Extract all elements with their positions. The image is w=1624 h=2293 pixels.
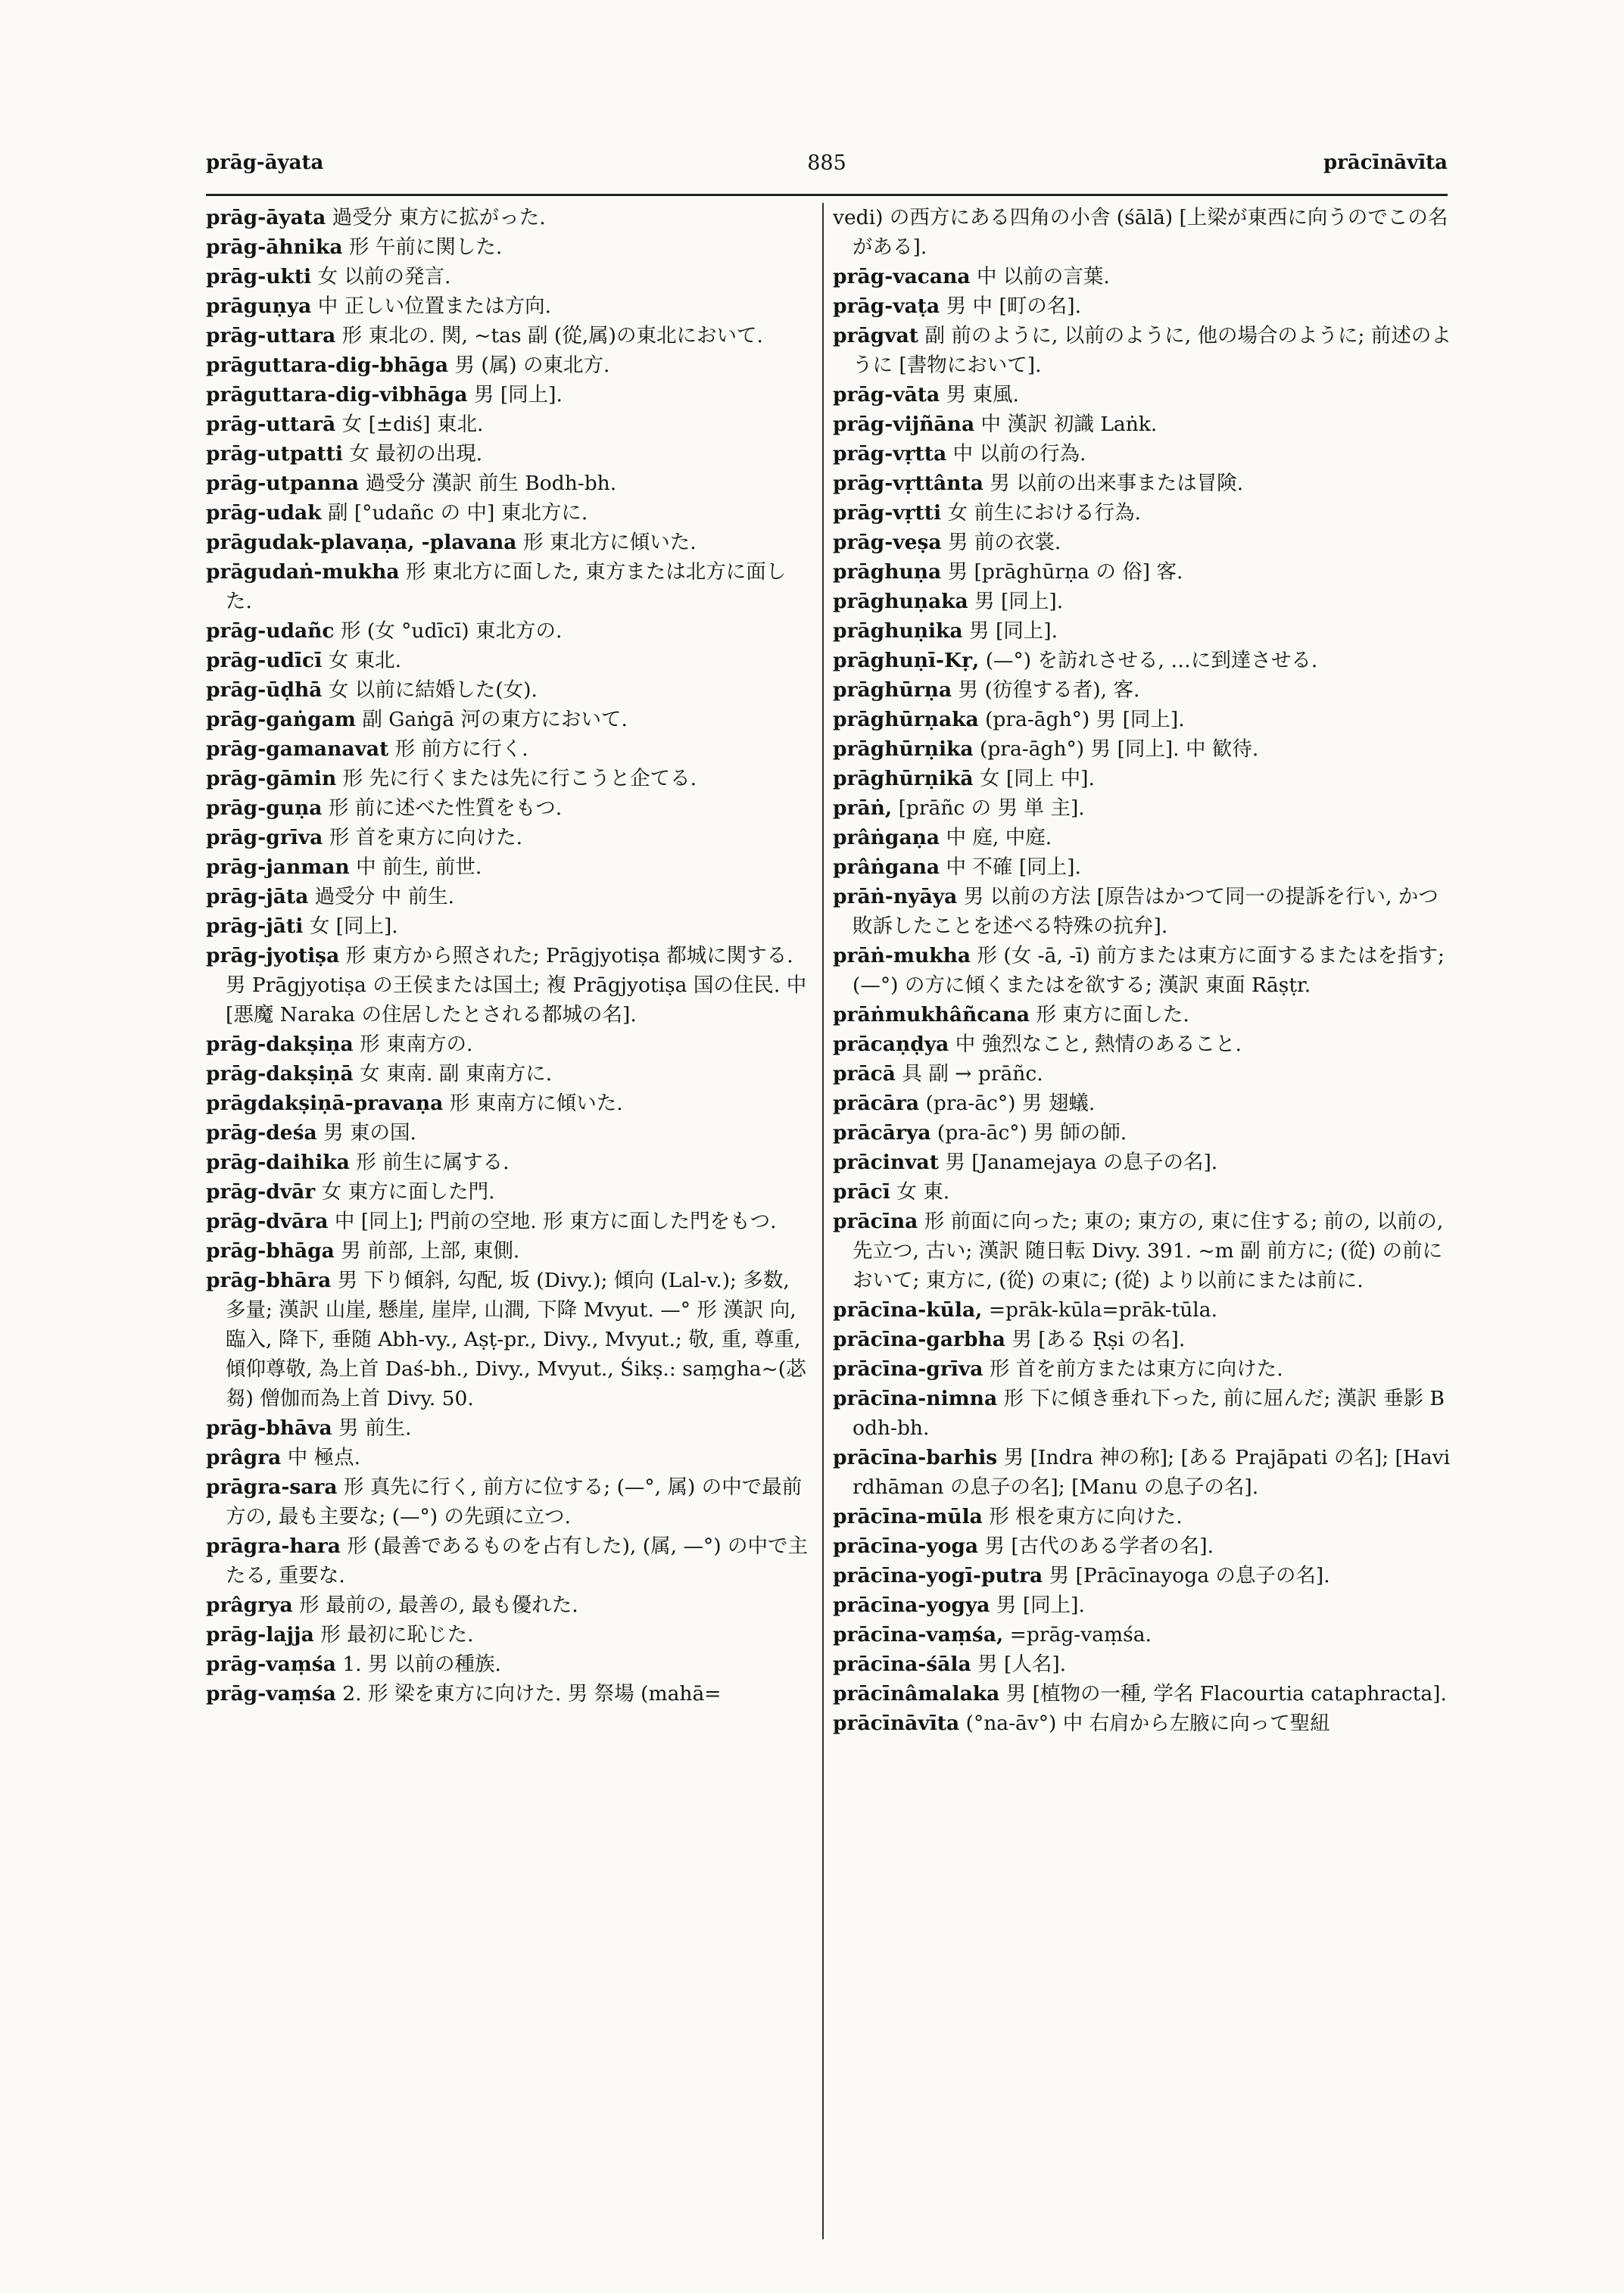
dictionary-entry	[833, 1709, 1452, 1738]
dictionary-entry	[833, 587, 1452, 616]
headword: prācīna-grīva	[833, 1357, 983, 1381]
definition: 男 以前の出来事または冒険.	[983, 472, 1244, 495]
page-number: 885	[807, 151, 846, 175]
headword: prāg-dvār	[206, 1180, 316, 1204]
dictionary-entry	[833, 1354, 1452, 1384]
dictionary-entry	[206, 1531, 812, 1590]
headword: prāguttara-dig-bhāga	[206, 354, 449, 377]
definition: 女 [同上 中].	[973, 767, 1095, 790]
dictionary-entry	[833, 1502, 1452, 1531]
headword: prācīna-yogya	[833, 1594, 990, 1617]
headword: prāghuṇa	[833, 560, 942, 584]
definition: 男 [prāghūrṇa の 俗] 客.	[941, 560, 1183, 584]
headword: prāgra-hara	[206, 1534, 341, 1558]
dictionary-entry	[206, 1590, 812, 1620]
headword: prāg-vṛtta	[833, 442, 947, 466]
headword: prāṅmukhâñcana	[833, 1003, 1030, 1027]
dictionary-entry	[206, 528, 812, 557]
dictionary-entry	[206, 1472, 812, 1531]
dictionary-entry	[206, 380, 812, 410]
definition: 女 [同上].	[303, 914, 398, 938]
dictionary-entry	[206, 410, 812, 439]
dictionary-entry	[833, 1384, 1452, 1443]
dictionary-entry	[833, 1030, 1452, 1059]
headword: prācīna-vaṃśa,	[833, 1623, 1004, 1647]
headword: prāghuṇī-Kṛ,	[833, 649, 980, 672]
headword: prāg-vaṃśa	[206, 1682, 336, 1706]
definition: 中 以前の行為.	[946, 442, 1086, 466]
headword: prācī	[833, 1180, 890, 1204]
headword: prāg-uttara	[206, 324, 336, 347]
dictionary-entry	[833, 882, 1452, 941]
definition: 中 正しい位置または方向.	[311, 294, 552, 318]
dictionary-entry	[206, 1443, 812, 1472]
headword: prācīna-śāla	[833, 1653, 971, 1676]
headword: prāg-udak	[206, 501, 322, 525]
headword: prāg-vāta	[833, 383, 940, 407]
definition: 形 首を前方または東方に向けた.	[983, 1357, 1283, 1381]
dictionary-entry	[833, 1590, 1452, 1620]
dictionary-entry	[833, 1531, 1452, 1561]
definition: 男 前生.	[332, 1416, 412, 1440]
dictionary-entry	[206, 675, 812, 705]
headword: prāghūrṇika	[833, 737, 974, 761]
dictionary-entry	[833, 528, 1452, 557]
definition: 女 [±diś] 東北.	[335, 413, 484, 436]
column-divider	[822, 203, 824, 2239]
dictionary-entry	[206, 1679, 812, 1709]
dictionary-entry	[206, 1118, 812, 1148]
definition: 形 前生に属する.	[349, 1151, 510, 1174]
definition: 形 最前の, 最善の, 最も優れた.	[292, 1594, 578, 1617]
headword: prāg-vṛtti	[833, 501, 942, 525]
headword: prāṅ-nyāya	[833, 885, 958, 908]
headword: prāgudak-plavaṇa, -plavana	[206, 531, 517, 554]
dictionary-entry	[206, 852, 812, 882]
dictionary-entry	[833, 675, 1452, 705]
headword: prāg-lajja	[206, 1623, 314, 1647]
dictionary-entry	[206, 793, 812, 823]
definition: 形 東北方に面した, 東方または北方に面した.	[226, 560, 787, 613]
dictionary-entry	[206, 498, 812, 528]
definition: 女 東北.	[322, 649, 402, 672]
definition: 形 (最善であるものを占有した), (属, —°) の中で主たる, 重要な.	[226, 1534, 808, 1587]
definition: 形 午前に関した.	[342, 235, 503, 259]
headword: prāṅ,	[833, 796, 893, 820]
definition: 男 以前の方法 [原告はかつて同一の提訴を行い, かつ敗訴したことを述べる特殊の抗弁].	[853, 885, 1439, 938]
dictionary-entry	[206, 1650, 812, 1679]
dictionary-entry	[206, 232, 812, 262]
headword: prācā	[833, 1062, 896, 1086]
dictionary-entry	[206, 1177, 812, 1207]
headword: prācīna	[833, 1210, 918, 1233]
headword: prāgra-sara	[206, 1475, 338, 1499]
dictionary-entry	[206, 469, 812, 498]
dictionary-entry	[833, 764, 1452, 793]
page-header	[206, 151, 1448, 186]
dictionary-entry	[206, 291, 812, 321]
headword: prāgdakṣiṇā-pravaṇa	[206, 1092, 444, 1115]
definition: 男 東の国.	[316, 1121, 416, 1145]
dictionary-entry	[206, 1236, 812, 1266]
dictionary-entry	[833, 1059, 1452, 1089]
headword: prācīna-kūla,	[833, 1298, 983, 1322]
definition: 形 東方から照された; Prāgjyotiṣa 都城に関する. 男 Prāgjyotiṣa の王侯または国土; 複 Prāgjyotiṣa 国の住民. 中 [悪魔 Naraka の住居したとされる都城の名].	[226, 944, 807, 1027]
header-rule	[206, 194, 1448, 196]
dictionary-entry	[833, 734, 1452, 764]
definition: 男 (属) の東北方.	[448, 354, 610, 377]
dictionary-entry	[833, 262, 1452, 291]
definition: (°na-āv°) 中 右肩から左腋に向って聖紐	[959, 1712, 1330, 1735]
headword: prāg-āyata	[206, 206, 326, 229]
headword: prāgudaṅ-mukha	[206, 560, 400, 584]
headword: prāg-udīcī	[206, 649, 323, 672]
headword: prācāra	[833, 1092, 920, 1115]
headword: prāg-ūḍhā	[206, 678, 323, 702]
dictionary-entry	[833, 1650, 1452, 1679]
definition: 男 前の衣裳.	[941, 531, 1061, 554]
dictionary-entry	[206, 262, 812, 291]
dictionary-entry	[833, 410, 1452, 439]
headword: prāg-bhāra	[206, 1269, 332, 1292]
definition: 形 前に述べた性質をもつ.	[322, 796, 563, 820]
definition: 副 Gaṅgā 河の東方において.	[355, 708, 628, 731]
dictionary-entry	[833, 1118, 1452, 1148]
dictionary-entry	[833, 1620, 1452, 1650]
headword: prâgrya	[206, 1594, 293, 1617]
dictionary-entry	[833, 1000, 1452, 1030]
dictionary-entry	[833, 498, 1452, 528]
definition: 男 [Prācīnayoga の息子の名].	[1043, 1564, 1330, 1587]
definition: 女 東南. 副 東南方に.	[353, 1062, 553, 1086]
dictionary-entry	[833, 1561, 1452, 1590]
headword: prāg-vijñāna	[833, 413, 975, 436]
definition: 中 不確 [同上].	[940, 855, 1081, 879]
left-guide-word: prāg-āyata	[206, 151, 324, 174]
headword: prāg-dakṣiṇā	[206, 1062, 354, 1086]
definition: 女 以前に結婚した(女).	[322, 678, 538, 702]
dictionary-entry	[206, 557, 812, 616]
headword: prāg-āhnika	[206, 235, 343, 259]
dictionary-entry	[206, 203, 812, 232]
headword: prāg-vaṃśa	[206, 1653, 336, 1676]
definition: 形 (女 °udīcī) 東北方の.	[334, 619, 563, 643]
dictionary-entry	[833, 1679, 1452, 1709]
headword: prāghuṇika	[833, 619, 963, 643]
definition: 中 漢訳 初識 Laṅk.	[974, 413, 1158, 436]
headword: prācīnāvīta	[833, 1712, 960, 1735]
headword: prâṅgana	[833, 855, 940, 879]
headword: prācīna-mūla	[833, 1505, 983, 1528]
definition: 形 東方に面した.	[1030, 1003, 1189, 1027]
dictionary-entry	[833, 321, 1452, 380]
definition: (pra-āgh°) 男 [同上].	[978, 708, 1185, 731]
definition: 過受分 東方に拡がった.	[326, 206, 546, 229]
headword: prācinvat	[833, 1151, 939, 1174]
dictionary-entry	[833, 1325, 1452, 1354]
dictionary-entry	[206, 1030, 812, 1059]
headword: prāg-bhāga	[206, 1239, 335, 1263]
definition: 2. 形 梁を東方に向けた. 男 祭場 (mahā=	[335, 1682, 722, 1706]
definition: 1. 男 以前の種族.	[335, 1653, 501, 1676]
definition: 女 前生における行為.	[941, 501, 1141, 525]
dictionary-entry	[833, 941, 1452, 1000]
definition: 男 [Janamejaya の息子の名].	[938, 1151, 1218, 1174]
headword: prâṅgaṇa	[833, 826, 940, 849]
dictionary-entry	[833, 1089, 1452, 1118]
definition: (pra-āc°) 男 師の師.	[930, 1121, 1127, 1145]
dictionary-entry	[833, 1295, 1452, 1325]
definition: 男 前部, 上部, 東側.	[334, 1239, 520, 1263]
headword: prāg-gaṅgam	[206, 708, 356, 731]
definition: 副 前のように, 以前のように, 他の場合のように; 前述のように [書物において].	[853, 324, 1451, 377]
definition: 形 前面に向った; 東の; 東方の, 東に住する; 前の, 以前の, 先立つ, 古い; 漢訳 随日転 Divy. 391. ~m 副 前方に; (從) の前において; 東方に, (從) の東に; (從) より以前にまたは前に.	[853, 1210, 1444, 1292]
headword: prāg-vaṭa	[833, 294, 940, 318]
definition: 過受分 漢訳 前生 Bodh-bh.	[359, 472, 617, 495]
dictionary-entry	[206, 911, 812, 941]
definition: vedi) の西方にある四角の小舎 (śālā) [上梁が東西に向うのでこの名がある].	[833, 206, 1448, 259]
definition: 男 [同上].	[467, 383, 563, 407]
dictionary-entry	[206, 764, 812, 793]
definition: 男 中 [町の名].	[940, 294, 1082, 318]
headword: prāg-uttarā	[206, 413, 336, 436]
dictionary-entry	[206, 1207, 812, 1236]
dictionary-entry	[206, 1413, 812, 1443]
headword: prāg-grīva	[206, 826, 323, 849]
definition: 男 [Indra 神の称]; [ある Prajāpati の名]; [Havirdhāman の息子の名]; [Manu の息子の名].	[853, 1446, 1451, 1499]
dictionary-entry	[833, 793, 1452, 823]
definition: 形 東南方に傾いた.	[443, 1092, 623, 1115]
definition: 形 最初に恥じた.	[313, 1623, 474, 1647]
definition: 具 副 → prāñc.	[895, 1062, 1043, 1086]
definition: 男 [人名].	[971, 1653, 1067, 1676]
dictionary-entry	[206, 1148, 812, 1177]
definition: 男 [同上].	[962, 619, 1058, 643]
headword: prāg-vṛttânta	[833, 472, 983, 495]
headword: prāg-udañc	[206, 619, 335, 643]
headword: prācīna-yogī-putra	[833, 1564, 1043, 1587]
definition: 男 [植物の一種, 学名 Flacourtia cataphracta].	[999, 1682, 1447, 1706]
dictionary-entry	[206, 823, 812, 852]
headword: prāg-janman	[206, 855, 350, 879]
dictionary-entry	[206, 321, 812, 350]
headword: prācīna-garbha	[833, 1328, 1005, 1351]
headword: prāg-vacana	[833, 265, 971, 288]
dictionary-entry	[833, 705, 1452, 734]
headword: prāg-gāmin	[206, 767, 337, 790]
headword: prāg-gamanavat	[206, 737, 389, 761]
definition: =prāg-vaṃśa.	[1003, 1623, 1152, 1647]
headword: prāg-utpatti	[206, 442, 343, 466]
dictionary-entry	[206, 1266, 812, 1413]
definition: 形 先に行くまたは先に行こうと企てる.	[336, 767, 697, 790]
definition: 中 極点.	[281, 1446, 361, 1469]
dictionary-entry	[833, 852, 1452, 882]
definition: 過受分 中 前生.	[308, 885, 455, 908]
dictionary-entry	[833, 646, 1452, 675]
dictionary-entry	[206, 941, 812, 1030]
definition: 男 [同上].	[968, 590, 1064, 613]
dictionary-entry	[833, 1207, 1452, 1295]
dictionary-entry	[206, 439, 812, 469]
dictionary-entry	[833, 1177, 1452, 1207]
definition: 中 前生, 前世.	[349, 855, 482, 879]
dictionary-entry	[206, 882, 812, 911]
headword: prācīna-barhis	[833, 1446, 998, 1469]
definition: 男 東風.	[940, 383, 1019, 407]
dictionary-entry	[833, 1443, 1452, 1502]
headword: prāg-deśa	[206, 1121, 317, 1145]
headword: prācaṇḍya	[833, 1033, 949, 1056]
definition: =prāk-kūla=prāk-tūla.	[982, 1298, 1218, 1322]
dictionary-entry	[833, 557, 1452, 587]
definition: 形 首を東方に向けた.	[323, 826, 523, 849]
dictionary-entry	[833, 616, 1452, 646]
definition: 女 以前の発言.	[311, 265, 451, 288]
headword: prāg-veṣa	[833, 531, 942, 554]
definition: (—°) を訪れさせる, …に到達させる.	[979, 649, 1318, 672]
definition: 男 (彷徨する者), 客.	[952, 678, 1140, 702]
headword: prāg-dvāra	[206, 1210, 329, 1233]
definition: 形 東南方の.	[353, 1033, 473, 1056]
headword: prācārya	[833, 1121, 931, 1145]
headword: prâgra	[206, 1446, 282, 1469]
definition: 形 (女 -ā, -ī) 前方または東方に面するまたはを指す; (—°) の方に傾くまたはを欲する; 漢訳 東面 Rāṣṭr.	[853, 944, 1445, 997]
definition: 中 [同上]; 門前の空地. 形 東方に面した門をもつ.	[328, 1210, 777, 1233]
headword: prāg-bhāva	[206, 1416, 332, 1440]
dictionary-entry	[206, 646, 812, 675]
headword: prāṅ-mukha	[833, 944, 971, 967]
headword: prāghūrṇikā	[833, 767, 974, 790]
headword: prāg-dakṣiṇa	[206, 1033, 354, 1056]
definition: 形 前方に行く.	[388, 737, 528, 761]
definition: 中 強烈なこと, 熱情のあること.	[949, 1033, 1242, 1056]
definition: 女 東方に面した門.	[315, 1180, 495, 1204]
right-guide-word: prācīnāvīta	[1323, 151, 1448, 174]
dictionary-entry	[206, 1089, 812, 1118]
definition: 形 下に傾き垂れ下った, 前に屈んだ; 漢訳 垂影 Bodh-bh.	[853, 1387, 1445, 1440]
headword: prāghuṇaka	[833, 590, 968, 613]
dictionary-entry	[833, 469, 1452, 498]
definition: 男 [古代のある学者の名].	[978, 1534, 1214, 1558]
definition: (pra-āc°) 男 翅蟻.	[919, 1092, 1096, 1115]
dictionary-entry	[833, 1148, 1452, 1177]
definition: 男 下り傾斜, 勾配, 坂 (Divy.); 傾向 (Lal-v.); 多数, 多量; 漢訳 山崖, 懸崖, 崖岸, 山澗, 下降 Mvyut. —° 形 漢訳 向, 臨入, 降下, 垂随 Abh-vy., Aṣṭ-pr., Divy., Mvyut.; 敬, 重, 尊重, 傾仰尊敬, 為上首 Daś-bh., Divy., Mvyut., Śikṣ.: saṃgha~(苾芻) 僧伽而為上首 Divy. 50.	[226, 1269, 806, 1410]
dictionary-entry	[206, 1059, 812, 1089]
headword: prācīna-nimna	[833, 1387, 998, 1410]
definition: 中 庭, 中庭.	[940, 826, 1052, 849]
definition: 女 東.	[890, 1180, 950, 1204]
dictionary-entry	[206, 1620, 812, 1650]
headword: prāg-jāti	[206, 914, 304, 938]
headword: prāg-guṇa	[206, 796, 323, 820]
definition: 女 最初の出現.	[342, 442, 483, 466]
dictionary-entry	[833, 203, 1452, 262]
headword: prāguttara-dig-vibhāga	[206, 383, 468, 407]
headword: prācīnâmalaka	[833, 1682, 1000, 1706]
definition: [prāñc の 男 単 主].	[892, 796, 1085, 820]
dictionary-entry	[833, 439, 1452, 469]
dictionary-entry	[833, 291, 1452, 321]
definition: 中 以前の言葉.	[970, 265, 1110, 288]
definition: 形 真先に行く, 前方に位する; (—°, 属) の中で最前方の, 最も主要な; (—°) の先頭に立つ.	[226, 1475, 803, 1528]
headword: prāg-utpanna	[206, 472, 360, 495]
right-column	[833, 203, 1452, 2254]
definition: 形 根を東方に向けた.	[982, 1505, 1183, 1528]
dictionary-entry	[206, 350, 812, 380]
definition: 形 東北の. 関, ~tas 副 (從,属)の東北において.	[335, 324, 763, 347]
headword: prāg-jāta	[206, 885, 309, 908]
headword: prāg-ukti	[206, 265, 312, 288]
dictionary-entry	[206, 734, 812, 764]
left-column	[206, 203, 812, 2254]
dictionary-entry	[206, 705, 812, 734]
headword: prāg-daihika	[206, 1151, 350, 1174]
definition: 男 [ある Ṛṣi の名].	[1005, 1328, 1186, 1351]
definition: 男 [同上].	[990, 1594, 1085, 1617]
headword: prāghūrṇaka	[833, 708, 979, 731]
dictionary-entry	[833, 823, 1452, 852]
headword: prāghūrṇa	[833, 678, 952, 702]
headword: prāg-jyotiṣa	[206, 944, 340, 967]
headword: prācīna-yoga	[833, 1534, 979, 1558]
headword: prāgvat	[833, 324, 919, 347]
dictionary-entry	[833, 380, 1452, 410]
definition: 副 [°udañc の 中] 東北方に.	[321, 501, 588, 525]
definition: (pra-āgh°) 男 [同上]. 中 歓待.	[973, 737, 1259, 761]
definition: 形 東北方に傾いた.	[516, 531, 697, 554]
headword: prāguṇya	[206, 294, 312, 318]
dictionary-entry	[206, 616, 812, 646]
